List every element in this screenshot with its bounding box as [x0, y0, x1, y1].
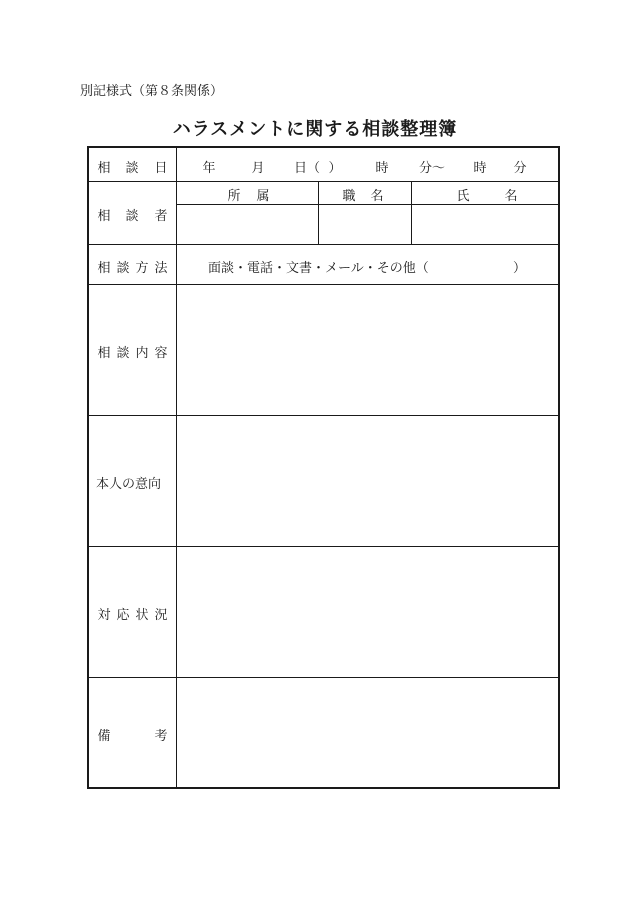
affiliation-field[interactable]: [177, 205, 318, 244]
year-unit: 年: [202, 161, 216, 176]
day-unit: 日（: [293, 161, 321, 176]
remarks-field[interactable]: [177, 678, 558, 787]
response-field[interactable]: [177, 547, 558, 677]
consultation-form-table: 相 談 日 年 月 日（ ） 時 分～ 時 分 相 談 者 所 属 職 名 氏 名 相 談 方 法 面談・電話・文書・メール・その他（ ） 相 談 内 容 本人の意向 対 応 状 況 備 考: [87, 146, 560, 789]
row-divider: [89, 181, 558, 182]
name-header: 氏: [456, 189, 470, 204]
end-minute-unit: 分: [513, 161, 527, 176]
form-title: ハラスメントに関する相談整理簿: [172, 119, 458, 140]
form-reference: 別記様式（第８条関係）: [80, 84, 224, 99]
weekday-close: ）: [328, 161, 342, 176]
affiliation-header: 属: [256, 189, 270, 204]
position-header: 職: [342, 189, 356, 204]
position-header: 名: [370, 189, 384, 204]
name-field[interactable]: [412, 205, 558, 244]
name-header: 名: [504, 189, 518, 204]
position-field[interactable]: [319, 205, 411, 244]
affiliation-header: 所: [227, 189, 241, 204]
end-hour-unit: 時: [473, 161, 487, 176]
method-other-close: ）: [513, 261, 527, 276]
start-minute-unit: 分～: [418, 161, 446, 176]
method-field[interactable]: [177, 245, 558, 284]
content-field[interactable]: [177, 285, 558, 415]
start-hour-unit: 時: [375, 161, 389, 176]
month-unit: 月: [251, 161, 265, 176]
method-options: 面談・電話・文書・メール・その他（: [208, 261, 429, 276]
intent-field[interactable]: [177, 416, 558, 546]
date-field[interactable]: [177, 148, 558, 181]
